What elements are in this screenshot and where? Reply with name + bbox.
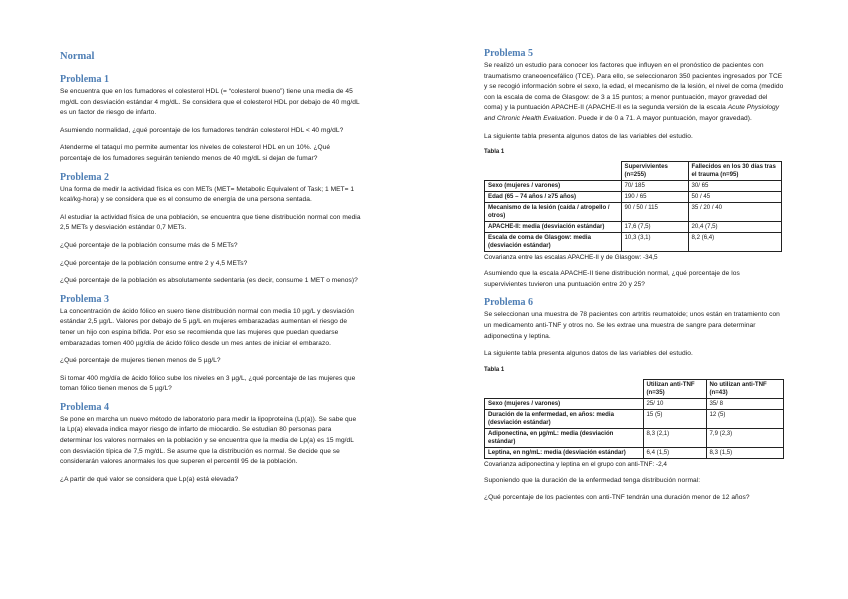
table-cell: 35/ 8 [706, 398, 783, 409]
problem-2-text: Una forma de medir la actividad física es con METs (MET= Metabolic Equivalent of Task; 1 MET= 1 kcal/kg-hora) y se considera que es el consumo de energía de una persona sentada. [60, 185, 355, 204]
table-cell: 35 / 20 / 40 [688, 203, 781, 222]
table-row [485, 203, 782, 222]
problem-6-table [484, 379, 784, 459]
problem-2-heading: Problema 2 [60, 171, 109, 183]
left-column [60, 48, 362, 492]
problem-6-intro: La siguiente tabla presenta algunos datos de las variables del estudio. [484, 350, 693, 358]
problem-1-heading: Problema 1 [60, 74, 109, 85]
table-cell: 90 / 50 / 115 [621, 203, 688, 222]
problem-5-intro: La siguiente tabla presenta algunos datos de las variables del estudio. [484, 132, 693, 140]
row-label: Duración de la enfermedad, en años: media (desviación estándar) [485, 409, 644, 428]
document-title: Normal [60, 51, 95, 62]
problem-3-text: La concentración de ácido fólico en suero tiene distribución normal con media 10 µg/L y desviación estándar 2,5 µg/L. Valores por debajo de 5 µg/L en mujeres embarazadas aumentan el riesgo de tener un hijo con espina bífida. Por eso se recomienda que las mujeres que puedan quedarse embarazadas tomen 400 µg/día de ácido fólico desde un mes antes de iniciar el embarazo. [60, 307, 354, 347]
problem-3-question-2: Si tomar 400 mg/día de ácido fólico sube los niveles en 3 µg/L, ¿qué porcentaje de las mujeres que toman fólico tienen menos de 5 µg/L? [60, 374, 356, 393]
table-cell: 190 / 65 [621, 192, 688, 203]
row-label: Escala de coma de Glasgow: media (desviación estándar) [485, 233, 622, 252]
problem-5-table-label: Tabla 1 [484, 149, 505, 156]
table-row [485, 398, 784, 409]
table-cell: 17,6 (7,5) [621, 222, 688, 233]
table-cell: 25/ 10 [643, 398, 706, 409]
table-header-cell: Supervivientes (n=255) [621, 162, 688, 181]
table-cell: 20,4 (7,5) [688, 222, 781, 233]
table-cell: 6,4 (1,5) [643, 447, 706, 458]
row-label: Mecanismo de la lesión (caída / atropello / otros) [485, 203, 622, 222]
problem-1-question-2: Atenderme el tataquí mo permite aumentar los niveles de colesterol HDL en un 10%. ¿Qué porcentaje de los fumadores seguirán teniendo menos de 40 mg/dL si dejan de fumar? [60, 144, 331, 162]
row-label: Adiponectina, en µg/mL: media (desviación estándar) [485, 428, 644, 447]
problem-4-text: Se pone en marcha un nuevo método de laboratorio para medir la lipoproteína (Lp(a)). Se sabe que la Lp(a) elevada indica mayor riesgo de infarto de miocardio. Se estudian 80 personas para determinar los valores normales en la población y se encuentra que la media de Lp(a) es 15 mg/dL con desviación típica de 7,5 mg/dL. Se asume que la distribución es normal. Se decide que se considerarán valores anormales los que superen el percentil 95 de la población. [60, 415, 357, 466]
problem-4-question-1: ¿A partir de qué valor se considera que Lp(a) está elevada? [60, 475, 239, 483]
table-corner-cell [485, 162, 622, 181]
problem-3-heading: Problema 3 [60, 293, 109, 305]
problem-1-text: Se encuentra que en los fumadores el colesterol HDL (= “colesterol bueno”) tiene una media de 45 mg/dL con desviación estándar 4 mg/dL. Se considera que el colesterol HDL por debajo de 40 mg/dL es un factor de riesgo de infarto. [60, 88, 360, 117]
right-column [484, 48, 784, 511]
problem-6-heading: Problema 6 [484, 297, 533, 309]
table-row [485, 447, 784, 458]
problem-5-heading: Problema 5 [484, 48, 533, 59]
table-cell: 12 (5) [706, 409, 783, 428]
row-label: Sexo (mujeres / varones) [485, 398, 644, 409]
problem-2-question-3: ¿Qué porcentaje de la población es absolutamente sedentaria (es decir, consume 1 MET o menos)? [60, 277, 358, 285]
row-label: Edad (65 – 74 años / ≥75 años) [485, 192, 622, 203]
problem-5-covariance: Covarianza entre las escalas APACHE-II y de Glasgow: -34,5 [484, 254, 658, 262]
problem-2-question-2: ¿Qué porcentaje de la población consume entre 2 y 4,5 METs? [60, 259, 248, 267]
problem-5-question-1: Asumiendo que la escala APACHE-II tiene distribución normal, ¿qué porcentaje de los supervivientes tuvieron una puntuación entre 20 y 25? [484, 270, 740, 288]
table-cell: 8,3 (2,1) [643, 428, 706, 447]
table-header-cell: No utilizan anti-TNF (n=43) [706, 379, 783, 398]
row-label: Leptina, en ng/mL: media (desviación estándar) [485, 447, 644, 458]
table-header-cell: Fallecidos en los 30 días tras el trauma (n=95) [688, 162, 781, 181]
problem-6-text: Se seleccionan una muestra de 78 pacientes con artritis reumatoide; unos están en tratamiento con un medicamento anti-TNF y otros no. Se les extrae una muestra de sangre para determinar adiponectina y leptina. [484, 311, 780, 340]
table-cell: 8,2 (6,4) [688, 233, 781, 252]
table-corner-cell [485, 379, 644, 398]
table-header-row [485, 379, 784, 398]
problem-5-text [484, 61, 784, 125]
table-header-cell: Utilizan anti-TNF (n=35) [643, 379, 706, 398]
problem-6-question-1: ¿Qué porcentaje de los pacientes con anti-TNF tendrán una duración menor de 12 años? [484, 494, 750, 502]
table-row [485, 233, 782, 252]
table-row [485, 181, 782, 192]
problem-1-question-1: Asumiendo normalidad, ¿qué porcentaje de los fumadores tendrán colesterol HDL < 40 mg/dL? [60, 126, 344, 134]
problem-5-text-b: . Puede ir de 0 a 71. A mayor puntuación, mayor gravedad). [574, 114, 752, 122]
problem-5-text-a: Se realizó un estudio para conocer los factores que influyen en el pronóstico de pacientes con traumatismo craneoencefálico (TCE). Para ello, se seleccionaron 350 pacientes ingresados por TCE y se recogió información sobre el sexo, la edad, el mecanismo de la lesión, el nivel de coma (medido con la escala de coma de Glasgow: de 3 a 15 puntos; a menor puntuación, mayor gravedad del coma) y la puntuación APACHE-II (APACHE-II es la segunda versión de la escala [484, 62, 784, 112]
table-row [485, 222, 782, 233]
table-cell: 50 / 45 [688, 192, 781, 203]
problem-5-table [484, 161, 782, 252]
table-cell: 30/ 65 [688, 181, 781, 192]
problem-6-assumption: Suponiendo que la duración de la enfermedad tenga distribución normal: [484, 476, 701, 484]
row-label: Sexo (mujeres / varones) [485, 181, 622, 192]
table-row [485, 409, 784, 428]
row-label: APACHE-II: media (desviación estándar) [485, 222, 622, 233]
table-row [485, 428, 784, 447]
table-header-row [485, 162, 782, 181]
table-row [485, 192, 782, 203]
problem-6-table-label: Tabla 1 [484, 366, 505, 373]
table-cell: 8,3 (1,5) [706, 447, 783, 458]
problem-2-question-1: ¿Qué porcentaje de la población consume más de 5 METs? [60, 241, 238, 249]
problem-4-heading: Problema 4 [60, 401, 109, 413]
problem-6-covariance: Covarianza adiponectina y leptina en el grupo con anti-TNF: -2,4 [484, 460, 667, 468]
table-cell: 15 (5) [643, 409, 706, 428]
problem-3-question-1: ¿Qué porcentaje de mujeres tienen menos de 5 µg/L? [60, 357, 221, 365]
problem-2-text-2: Al estudiar la actividad física de una población, se encuentra que tiene distribución normal con media 2,5 METs y desviación estándar 0,7 METs. [60, 213, 361, 232]
table-cell: 70/ 185 [621, 181, 688, 192]
table-cell: 7,9 (2,3) [706, 428, 783, 447]
table-cell: 10,3 (3,1) [621, 233, 688, 252]
apache-full-name: Acute Physiology and Chronic Health Evaluation [484, 104, 780, 122]
